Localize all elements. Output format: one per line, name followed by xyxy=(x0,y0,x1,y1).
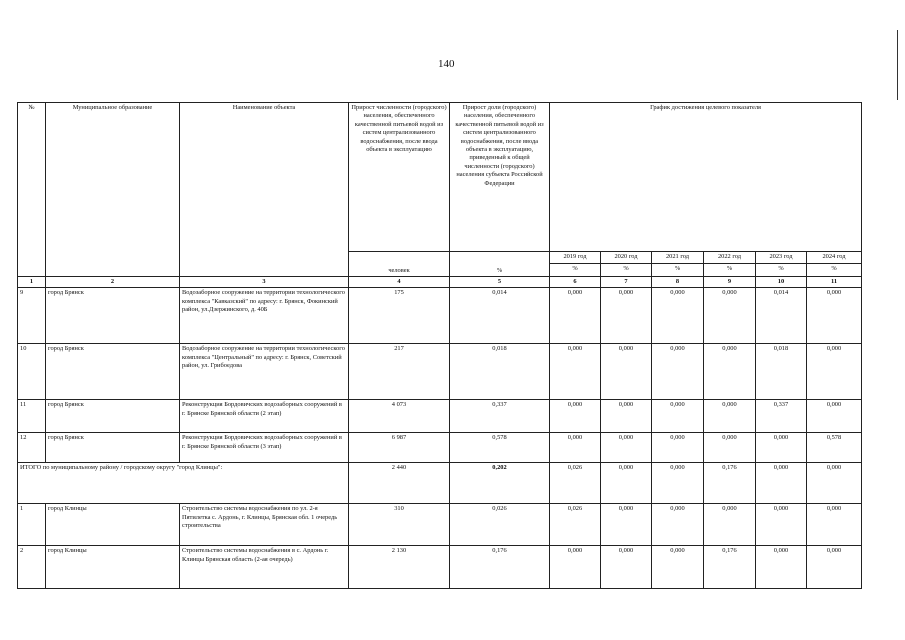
row-2022: 0,000 xyxy=(704,400,756,433)
row-2019: 0,000 xyxy=(550,400,601,433)
row-people: 6 987 xyxy=(349,433,450,463)
row-people: 217 xyxy=(349,344,450,400)
row-object: Строительство системы водоснабжения в с. Ардонь г. Клинцы Брянская область (2-ая очередь) xyxy=(180,546,349,589)
row-municipality: город Брянск xyxy=(46,344,180,400)
row-2022: 0,000 xyxy=(704,344,756,400)
table-row xyxy=(18,344,862,400)
row-2024: 0,000 xyxy=(807,400,862,433)
row-object: Водозаборное сооружение на территории технологического комплекса "Кавказский" по адресу: г. Брянск, Фокинский район, ул.Дзержинского, д. 40Б xyxy=(180,288,349,344)
row-share: 0,337 xyxy=(450,400,550,433)
col-number: 1 xyxy=(18,277,46,288)
row-2024: 0,000 xyxy=(807,504,862,546)
table-row xyxy=(18,288,862,344)
row-2023: 0,014 xyxy=(756,288,807,344)
year-unit: % xyxy=(807,264,862,277)
row-2024: 0,000 xyxy=(807,288,862,344)
row-2020: 0,000 xyxy=(601,504,652,546)
row-2021: 0,000 xyxy=(652,433,704,463)
row-2021: 0,000 xyxy=(652,288,704,344)
unit-percent: % xyxy=(450,252,550,277)
header-num: № xyxy=(18,103,46,277)
row-2024: 0,000 xyxy=(807,344,862,400)
row-2020: 0,000 xyxy=(601,288,652,344)
header-population-growth: Прирост численности (городского) населения, обеспеченного качественной питьевой водой из систем централизованного водоснабжения, после ввода объекта в эксплуатацию xyxy=(349,103,450,252)
row-share: 0,578 xyxy=(450,433,550,463)
row-2020: 0,000 xyxy=(601,344,652,400)
col-number: 9 xyxy=(704,277,756,288)
header-share-growth: Прирост доли (городского) населения, обеспеченного качественной питьевой водой из систем централизованного водоснабжения, после ввода объекта в эксплуатацию, приведенный к общей численности (городского) населения субъекта Российской Федерации xyxy=(450,103,550,252)
row-num: 1 xyxy=(18,504,46,546)
row-object: Строительство системы водоснабжения по ул. 2-я Пятилетка с. Ардонь, г. Клинцы, Брянская обл. 1 очередь строительства xyxy=(180,504,349,546)
table-row xyxy=(18,546,862,589)
row-municipality: город Клинцы xyxy=(46,504,180,546)
row-2023: 0,018 xyxy=(756,344,807,400)
row-2021: 0,000 xyxy=(652,400,704,433)
table-row xyxy=(18,504,862,546)
row-2019: 0,000 xyxy=(550,288,601,344)
total-2023: 0,000 xyxy=(756,463,807,504)
row-people: 310 xyxy=(349,504,450,546)
total-2024: 0,000 xyxy=(807,463,862,504)
row-num: 2 xyxy=(18,546,46,589)
row-2021: 0,000 xyxy=(652,504,704,546)
row-2019: 0,000 xyxy=(550,433,601,463)
col-number: 4 xyxy=(349,277,450,288)
row-2020: 0,000 xyxy=(601,546,652,589)
row-2020: 0,000 xyxy=(601,400,652,433)
total-share: 0,202 xyxy=(450,463,550,504)
row-2019: 0,026 xyxy=(550,504,601,546)
total-2020: 0,000 xyxy=(601,463,652,504)
row-share: 0,018 xyxy=(450,344,550,400)
row-2024: 0,000 xyxy=(807,546,862,589)
year-2022: 2022 год xyxy=(704,252,756,264)
row-municipality: город Брянск xyxy=(46,433,180,463)
col-number: 11 xyxy=(807,277,862,288)
row-municipality: город Брянск xyxy=(46,400,180,433)
col-number: 5 xyxy=(450,277,550,288)
row-share: 0,014 xyxy=(450,288,550,344)
row-object: Реконструкция Бордовичских водозаборных сооружений в г. Брянске Брянской области (2 этап) xyxy=(180,400,349,433)
row-2023: 0,000 xyxy=(756,433,807,463)
row-municipality: город Клинцы xyxy=(46,546,180,589)
year-unit: % xyxy=(704,264,756,277)
total-2019: 0,026 xyxy=(550,463,601,504)
row-num: 12 xyxy=(18,433,46,463)
total-2022: 0,176 xyxy=(704,463,756,504)
year-2019: 2019 год xyxy=(550,252,601,264)
header-schedule: График достижения целевого показателя xyxy=(550,103,862,252)
year-unit: % xyxy=(550,264,601,277)
col-number: 7 xyxy=(601,277,652,288)
year-2023: 2023 год xyxy=(756,252,807,264)
total-2021: 0,000 xyxy=(652,463,704,504)
total-row xyxy=(18,463,862,504)
row-2024: 0,578 xyxy=(807,433,862,463)
row-people: 2 130 xyxy=(349,546,450,589)
row-num: 11 xyxy=(18,400,46,433)
total-label: ИТОГО по муниципальному району / городскому округу "город Клинцы": xyxy=(18,463,349,504)
row-2021: 0,000 xyxy=(652,546,704,589)
col-number: 6 xyxy=(550,277,601,288)
row-object: Реконструкция Бордовичских водозаборных сооружений в г. Брянске Брянской области (3 этап) xyxy=(180,433,349,463)
year-2021: 2021 год xyxy=(652,252,704,264)
row-object: Водозаборное сооружение на территории технологического комплекса "Центральный" по адресу: г. Брянск, Советский район, ул. Грибоедова xyxy=(180,344,349,400)
row-2023: 0,000 xyxy=(756,504,807,546)
row-2022: 0,000 xyxy=(704,288,756,344)
year-2020: 2020 год xyxy=(601,252,652,264)
row-2023: 0,337 xyxy=(756,400,807,433)
year-unit: % xyxy=(756,264,807,277)
row-2023: 0,000 xyxy=(756,546,807,589)
row-2019: 0,000 xyxy=(550,344,601,400)
row-num: 10 xyxy=(18,344,46,400)
row-municipality: город Брянск xyxy=(46,288,180,344)
row-share: 0,176 xyxy=(450,546,550,589)
year-unit: % xyxy=(652,264,704,277)
table-row xyxy=(18,400,862,433)
total-people: 2 440 xyxy=(349,463,450,504)
row-2020: 0,000 xyxy=(601,433,652,463)
table-row xyxy=(18,433,862,463)
row-2022: 0,176 xyxy=(704,546,756,589)
target-indicator-table xyxy=(17,102,862,589)
row-num: 9 xyxy=(18,288,46,344)
row-people: 175 xyxy=(349,288,450,344)
row-2019: 0,000 xyxy=(550,546,601,589)
unit-people: человек xyxy=(349,252,450,277)
scan-edge-line xyxy=(897,30,898,100)
year-2024: 2024 год xyxy=(807,252,862,264)
row-people: 4 073 xyxy=(349,400,450,433)
col-number: 3 xyxy=(180,277,349,288)
row-2022: 0,000 xyxy=(704,433,756,463)
col-number: 2 xyxy=(46,277,180,288)
row-2021: 0,000 xyxy=(652,344,704,400)
row-2022: 0,000 xyxy=(704,504,756,546)
year-unit: % xyxy=(601,264,652,277)
col-number: 8 xyxy=(652,277,704,288)
col-number: 10 xyxy=(756,277,807,288)
header-object-name: Наименование объекта xyxy=(180,103,349,277)
header-municipality: Муниципальное образование xyxy=(46,103,180,277)
page-number: 140 xyxy=(438,58,455,70)
row-share: 0,026 xyxy=(450,504,550,546)
